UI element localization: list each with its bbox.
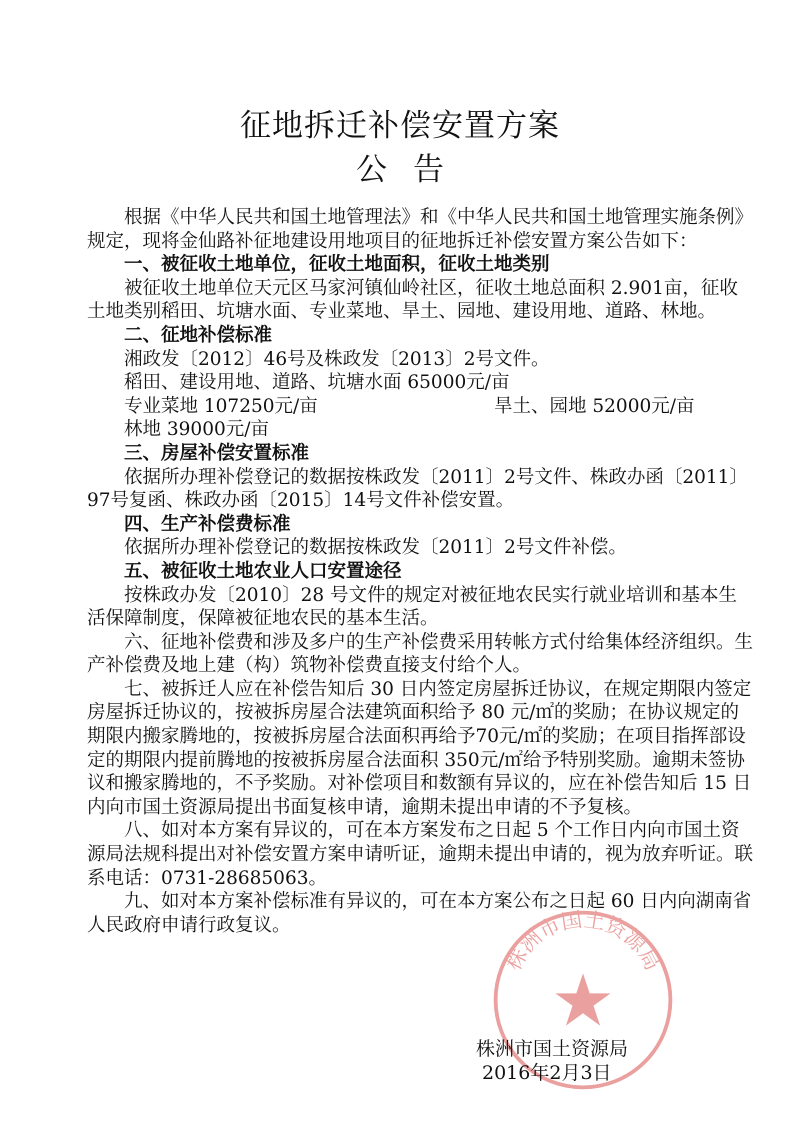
document-subtitle: 公告 — [356, 152, 470, 188]
section-4-text: 依据所办理补偿登记的数据按株政发〔2011〕2号文件补偿。 — [124, 537, 627, 559]
document-body — [87, 206, 755, 937]
section-2-heading: 二、征地补偿标准 — [124, 324, 273, 346]
intro-paragraph: 根据《中华人民共和国土地管理法》和《中华人民共和国土地管理实施条例》规定，现将金仙路补征地建设用地项目的征地拆迁补偿安置方案公告如下： — [87, 207, 754, 252]
section-2-line-4: 林地 39000元/亩 — [124, 419, 269, 441]
rate-vegetable-land: 专业菜地 107250元/亩 — [124, 395, 318, 417]
section-2-line-3 — [87, 395, 755, 419]
seal-lettering: 株洲市国土资源局 — [501, 907, 665, 975]
section-2-line-1: 湘政发〔2012〕46号及株政发〔2013〕2号文件。 — [124, 348, 550, 370]
signature-block — [476, 1037, 628, 1085]
rate-dry-land-garden: 旱土、园地 52000元/亩 — [494, 395, 695, 417]
section-8-text: 八、如对本方案有异议的，可在本方案发布之日起 5 个工作日内向市国土资源局法规科提出对补偿安置方案申请听证，逾期未提出申请的，视为放弃听证。联系电话：0731-28685063。 — [87, 820, 754, 889]
section-2-line-2: 稻田、建设用地、道路、坑塘水面 65000元/亩 — [124, 372, 510, 394]
section-6-text: 六、征地补偿费和涉及多户的生产补偿费采用转帐方式付给集体经济组织。生产补偿费及地上建（构）筑物补偿费直接支付给个人。 — [87, 631, 754, 677]
section-5-text: 按株政办发〔2010〕28 号文件的规定对被征地农民实行就业培训和基本生活保障制度，保障被征地农民的基本生活。 — [87, 584, 738, 630]
issue-date: 2016年2月3日 — [482, 1062, 612, 1084]
section-4-heading: 四、生产补偿费标准 — [124, 513, 291, 535]
document-title: 征地拆迁补偿安置方案 — [240, 108, 560, 144]
section-3-heading: 三、房屋补偿安置标准 — [124, 442, 310, 464]
section-7-text: 七、被拆迁人应在补偿告知后 30 日内签定房屋拆迁协议，在规定期限内签定房屋拆迁协议的，按被拆房屋合法建筑面积给予 80 元/㎡的奖励；在协议规定的期限内搬家腾地的，按被拆房屋合法面积再给予70元/㎡的奖励；在项目指挥部设定的期限内提前腾地的按被拆房屋合法面积 350元/㎡给予特别奖励。逾期未签协议和搬家腾地的，不予奖励。对补偿项目和数额有异议的，应在补偿告知后 15 日内向市国土资源局提出书面复核申请，逾期未提出申请的不予复核。 — [87, 678, 752, 818]
section-9-text: 九、如对本方案补偿标准有异议的，可在本方案公布之日起 60 日内向湖南省人民政府申请行政复议。 — [87, 891, 752, 936]
section-3-text: 依据所办理补偿登记的数据按株政发〔2011〕2号文件、株政办函〔2011〕97号复函、株政办函〔2015〕14号文件补偿安置。 — [87, 466, 748, 512]
section-1-text: 被征收土地单位天元区马家河镇仙岭社区，征收土地总面积 2.901亩，征收土地类别稻田、坑塘水面、专业菜地、旱土、园地、建设用地、道路、林地。 — [87, 277, 738, 323]
signer-name: 株洲市国土资源局 — [476, 1038, 629, 1060]
section-5-heading: 五、被征收土地农业人口安置途径 — [124, 560, 402, 582]
section-1-heading: 一、被征收土地单位，征收土地面积，征收土地类别 — [124, 254, 550, 276]
